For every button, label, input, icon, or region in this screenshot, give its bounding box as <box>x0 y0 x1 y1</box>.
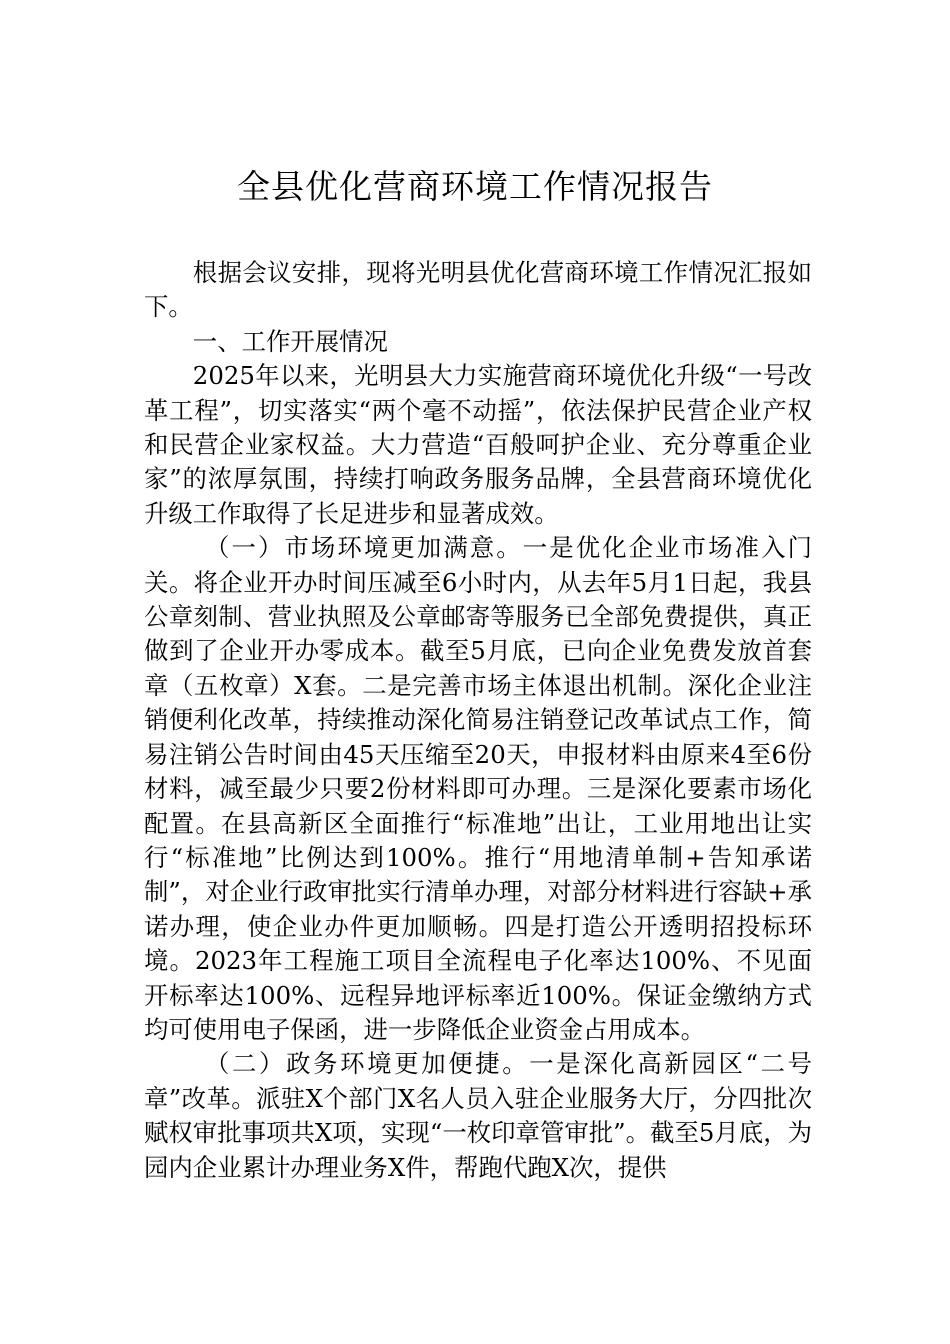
document-title: 全县优化营商环境工作情况报告 <box>237 167 713 206</box>
body-paragraph: 2025年以来，光明县大力实施营商环境优化升级“一号改革工程”，切实落实“两个毫不动摇”，依法保护民营企业产权和民营企业家权益。大力营造“百般呵护企业、充分尊重企业家”的浓厚氛围，持续打响政务服务品牌，全县营商环境优化升级工作取得了长足进步和显著成效。 <box>144 361 812 528</box>
subsection-government-environment: （二）政务环境更加便捷。一是深化高新园区“二号章”改革。派驻X个部门X名人员入驻企业服务大厅，分四批次赋权审批事项共X项，实现“一枚印章管审批”。截至5月底，为园内企业累计办理业务X件，帮跑代跑X次，提供 <box>144 1049 812 1182</box>
section-heading-work-progress: 一、工作开展情况 <box>192 326 388 356</box>
intro-paragraph: 根据会议安排，现将光明县优化营商环境工作情况汇报如下。 <box>144 258 812 322</box>
document-body <box>144 256 812 1185</box>
subsection-market-environment: （一）市场环境更加满意。一是优化企业市场准入门关。将企业开办时间压减至6小时内，从去年5月1日起，我县公章刻制、营业执照及公章邮寄等服务已全部免费提供，真正做到了企业开办零成本。截至5月底，已向企业免费发放首套章（五枚章）X套。二是完善市场主体退出机制。深化企业注销便利化改革，持续推动深化简易注销登记改革试点工作，简易注销公告时间由45天压缩至20天，申报材料由原来4至6份材料，减至最少只要2份材料即可办理。三是深化要素市场化配置。在县高新区全面推行“标准地”出让，工业用地出让实行“标准地”比例达到100%。推行“用地清单制+告知承诺制”，对企业行政审批实行清单办理，对部分材料进行容缺+承诺办理，使企业办件更加顺畅。四是打造公开透明招投标环境。2023年工程施工项目全流程电子化率达100%、不见面开标率达100%、远程异地评标率近100%。保证金缴纳方式均可使用电子保函，进一步降低企业资金占用成本。 <box>144 533 812 1044</box>
